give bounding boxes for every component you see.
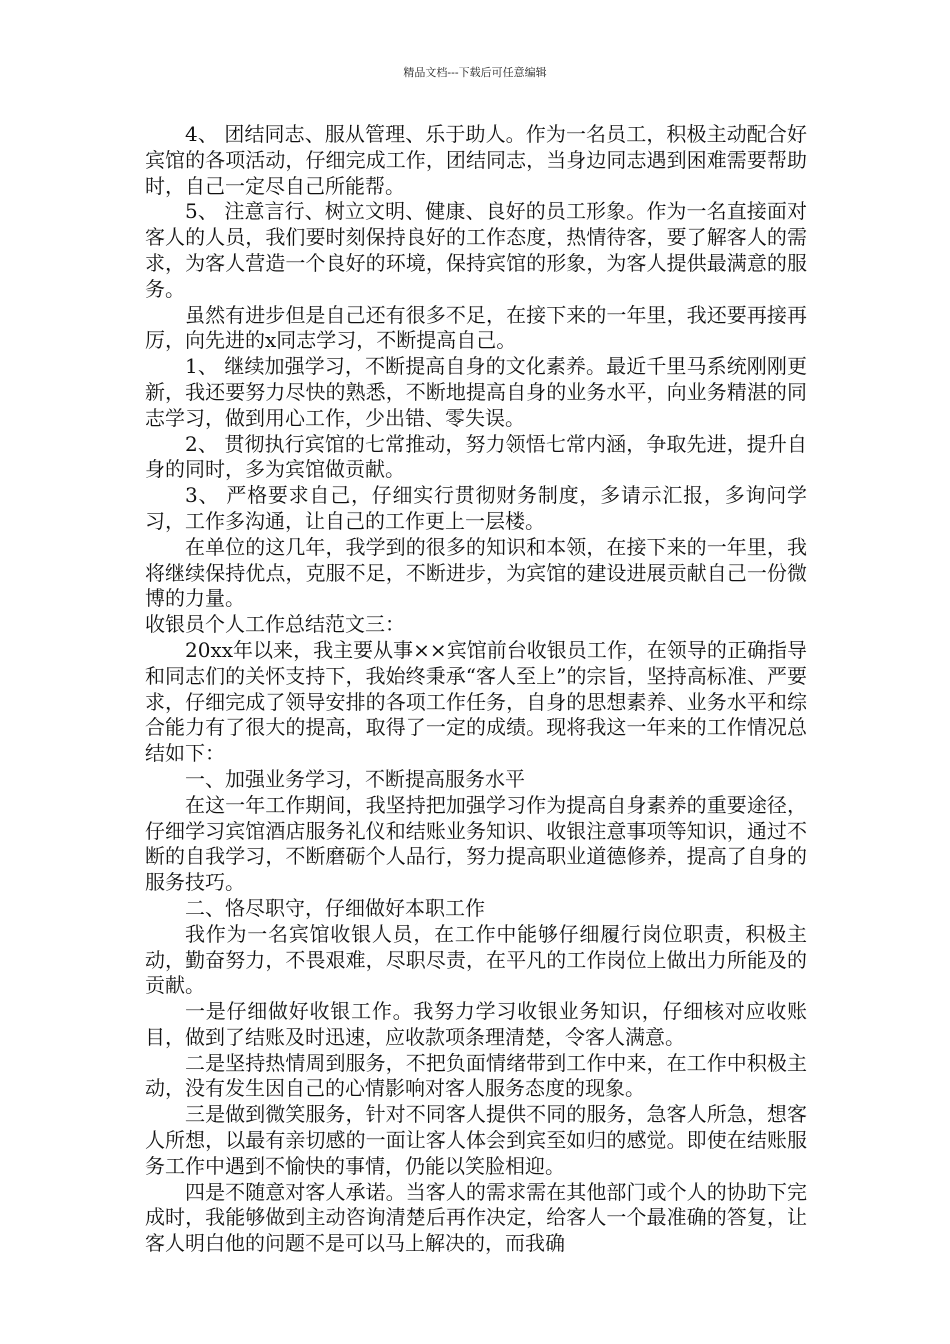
paragraph-study: 在这一年工作期间，我坚持把加强学习作为提高自身素养的重要途径，仔细学习宾馆酒店服务礼仪和结账业务知识、收银注意事项等知识，通过不断的自我学习，不断磨砺个人品行，努力提高职业道德修养，提高了自身的服务技巧。: [145, 792, 807, 895]
paragraph-duty: 我作为一名宾馆收银人员，在工作中能够仔细履行岗位职责，积极主动，勤奋努力，不畏艰难，尽职尽责，在平凡的工作岗位上做出力所能及的贡献。: [145, 921, 807, 998]
paragraph-item-5: 5、 注意言行、树立文明、健康、良好的员工形象。作为一名直接面对客人的人员，我们要时刻保持良好的工作态度，热情待客，要了解客人的需求，为客人营造一个良好的环境，保持宾馆的形象，为客人提供最满意的服务。: [145, 199, 807, 301]
paragraph-shortcomings: 虽然有进步但是自己还有很多不足，在接下来的一年里，我还要再接再厉，向先进的x同志学习，不断提高自己。: [145, 302, 807, 353]
paragraph-plan-2: 2、 贯彻执行宾馆的七常推动，努力领悟七常内涵，争取先进，提升自身的同时，多为宾馆做贡献。: [145, 431, 807, 482]
paragraph-point-2: 二是坚持热情周到服务，不把负面情绪带到工作中来，在工作中积极主动，没有发生因自己的心情影响对客人服务态度的现象。: [145, 1050, 807, 1101]
section-heading: 收银员个人工作总结范文三：: [145, 612, 405, 637]
paragraph-intro: 20xx年以来，我主要从事××宾馆前台收银员工作，在领导的正确指导和同志们的关怀支持下，我始终秉承“客人至上”的宗旨，坚持高标准、严要求，仔细完成了领导安排的各项工作任务，自身的思想素养、业务水平和综合能力有了很大的提高，取得了一定的成绩。现将我这一年来的工作情况总结如下：: [145, 637, 807, 766]
page-header: 精品文档---下载后可任意编辑: [403, 66, 547, 79]
paragraph-plan-3: 3、 严格要求自己，仔细实行贯彻财务制度，多请示汇报，多询问学习，工作多沟通，让自己的工作更上一层楼。: [145, 483, 807, 533]
paragraph-item-4: 4、 团结同志、服从管理、乐于助人。作为一名员工，积极主动配合好宾馆的各项活动，仔细完成工作，团结同志，当身边同志遇到困难需要帮助时，自己一定尽自己所能帮。: [145, 122, 807, 198]
subheading-study: 一、加强业务学习，不断提高服务水平: [185, 766, 525, 791]
paragraph-point-1: 一是仔细做好收银工作。我努力学习收银业务知识，仔细核对应收账目，做到了结账及时迅速，应收款项条理清楚，令客人满意。: [145, 999, 807, 1049]
paragraph-point-4: 四是不随意对客人承诺。当客人的需求需在其他部门或个人的协助下完成时，我能够做到主动咨询清楚后再作决定，给客人一个最准确的答复，让客人明白他的问题不是可以马上解决的，而我确: [145, 1179, 807, 1256]
paragraph-plan-1: 1、 继续加强学习，不断提高自身的文化素养。最近千里马系统刚刚更新，我还要努力尽快的熟悉，不断地提高自身的业务水平，向业务精湛的同志学习，做到用心工作，少出错、零失误。: [145, 354, 807, 430]
paragraph-point-3: 三是做到微笑服务，针对不同客人提供不同的服务，急客人所急，想客人所想，以最有亲切感的一面让客人体会到宾至如归的感觉。即使在结账服务工作中遇到不愉快的事情，仍能以笑脸相迎。: [145, 1102, 807, 1178]
paragraph-conclusion: 在单位的这几年，我学到的很多的知识和本领，在接下来的一年里，我将继续保持优点，克服不足，不断进步，为宾馆的建设进展贡献自己一份微博的力量。: [145, 534, 807, 611]
document-body: [145, 122, 807, 1257]
subheading-duty: 二、恪尽职守，仔细做好本职工作: [185, 895, 485, 920]
